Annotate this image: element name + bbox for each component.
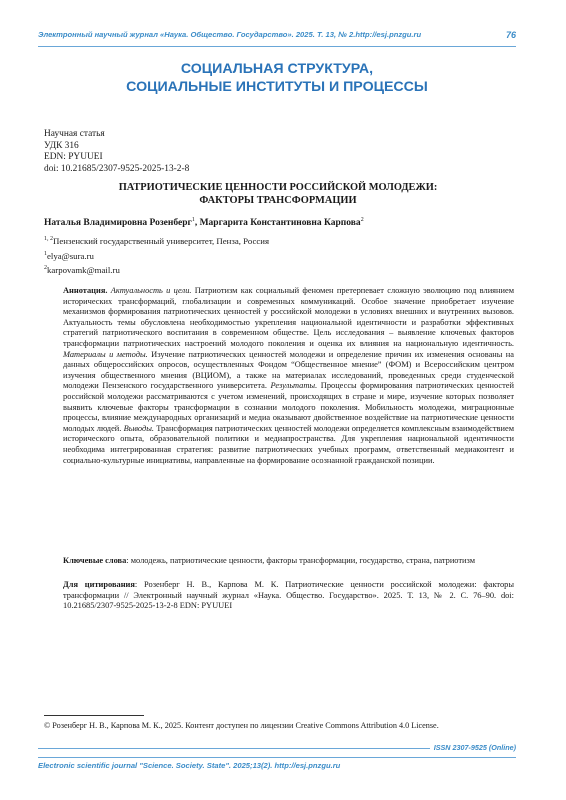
abstract-paragraph	[63, 286, 514, 466]
section-line-1: СОЦИАЛЬНАЯ СТРУКТУРА,	[180, 61, 374, 77]
results-label: Результаты.	[270, 381, 318, 391]
section-line-2: СОЦИАЛЬНЫЕ ИНСТИТУТЫ И ПРОЦЕССЫ	[126, 79, 428, 95]
author-1-sup: 1	[191, 217, 195, 223]
citation-text: : Розенберг Н. В., Карпова М. К. Патриотические ценности российской молодежи: факторы трансформации // Электронный научный журнал «Наука. Общество. Государство». 2025. Т. 13, № 2. С. 76–90. doi: 10.21685/2307-9525-2025-13-2-8 EDN: PYUUEI	[63, 580, 514, 611]
keywords-text: : молодежь, патриотические ценности, факторы трансформации, государство, страна, патриотизм	[126, 556, 476, 565]
header-divider	[38, 46, 516, 47]
citation-label: Для цитирования	[63, 580, 135, 589]
keywords-label: Ключевые слова	[63, 556, 127, 565]
results-text: Процессы формирования патриотических ценностей российской молодежи рассматриваются с учетом изменений, происходящих в стране и мире, изучение которых позволяет выявить ключевые факторы трансформации в сознании молодого поколения. Мобильность молодежи, миграционные процессы, влияние международных организаций и медиа оказывают двойственное воздействие на патриотические ценности молодых людей.	[63, 381, 515, 433]
methods-text: Изучение патриотических ценностей молодежи и определение причин их изменения основаны на данных общероссийских опросов, осуществленных Фондом “Общественное мнение” (ФОМ) и Всероссийским центром изучения общественного мнения (ВЦИОМ), а также на материалах исследований, проведенных среди студенческой молодежи Пензенского государственного университета.	[63, 349, 514, 391]
author-1: Наталья Владимировна Розенберг	[44, 218, 192, 229]
title-line-2: ФАКТОРЫ ТРАНСФОРМАЦИИ	[199, 195, 357, 206]
conclusions-text: Трансформация патриотических ценностей молодежи определяется комплексным взаимодействием исторического опыта, образовательной политики и медиапространства. Для укрепления национальной идентичности необходима интегрированная стратегия: развитие патриотических учебных программ, ответственный медиаконтент и социально-культурные инициативы, направленные на формирование осознанной гражданской позиции.	[63, 423, 515, 465]
doi-link[interactable]: doi: 10.21685/2307-9525-2025-13-2-8	[44, 164, 190, 175]
section-heading	[38, 60, 516, 96]
article-meta	[44, 129, 189, 176]
title-line-1: ПАТРИОТИЧЕСКИЕ ЦЕННОСТИ РОССИЙСКОЙ МОЛОДЕЖИ:	[118, 182, 438, 193]
citation	[63, 580, 514, 612]
affiliation-text: Пензенский государственный университет, Пенза, Россия	[53, 236, 270, 246]
abstract-label: Аннотация.	[63, 286, 108, 295]
email-2[interactable]: karpovamk@mail.ru	[47, 265, 120, 275]
email-2-sup: 2	[44, 265, 47, 272]
author-2-sup: 2	[360, 217, 364, 223]
issn-label: ISSN 2307-9525 (Online)	[430, 743, 516, 752]
journal-line: Электронный научный журнал «Наука. Общество. Государство». 2025. Т. 13, № 2.http://esj.pnzgu.ru	[38, 30, 422, 39]
footnote-divider	[44, 715, 144, 716]
author-2: Маргарита Константиновна Карпова	[199, 218, 361, 229]
affiliation	[44, 236, 269, 246]
article-title	[44, 181, 512, 207]
aim-label: Актуальность и цели.	[110, 286, 192, 295]
abstract	[63, 286, 514, 466]
author-list	[44, 217, 364, 228]
affiliation-sup: 1, 2	[44, 236, 53, 243]
article-type: Научная статья	[44, 129, 105, 139]
email-1-sup: 1	[44, 251, 47, 258]
running-header	[38, 30, 516, 44]
udk-code: УДК 316	[44, 140, 79, 151]
running-footer: Electronic scientific journal "Science. Society. State". 2025;13(2). http://esj.pnzgu.ru	[38, 761, 341, 770]
aim-text: Патриотизм как социальный феномен претерпевает сложную эволюцию под влиянием исторических трансформаций, глобализации и современных коммуникаций. Особое значение приобретает изучение механизмов формирования патриотических ценностей у российской молодежи в условиях внешних и внутренних вызовов. Актуальность темы обусловлена необходимостью укрепления национальной идентичности и разработки эффективных стратегий патриотического воспитания в современном обществе. Цель исследования – выявление ключевых факторов трансформации патриотических настроений молодого поколения и оценка их влияния на национальную идентичность.	[63, 286, 515, 348]
page-number: 76	[505, 30, 516, 40]
edn-code: EDN: PYUUEI	[44, 152, 103, 163]
email-1[interactable]: elya@sura.ru	[47, 251, 94, 261]
email-1-line	[44, 251, 94, 261]
conclusions-label: Выводы.	[123, 423, 155, 433]
keywords	[63, 556, 514, 567]
footer-divider	[38, 757, 516, 758]
methods-label: Материалы и методы.	[63, 349, 148, 359]
copyright-footnote: © Розенберг Н. В., Карпова М. К., 2025. Контент доступен по лицензии Creative Commons Attribution 4.0 License.	[44, 721, 439, 730]
author-separator: ,	[194, 218, 200, 229]
email-2-line	[44, 265, 120, 275]
